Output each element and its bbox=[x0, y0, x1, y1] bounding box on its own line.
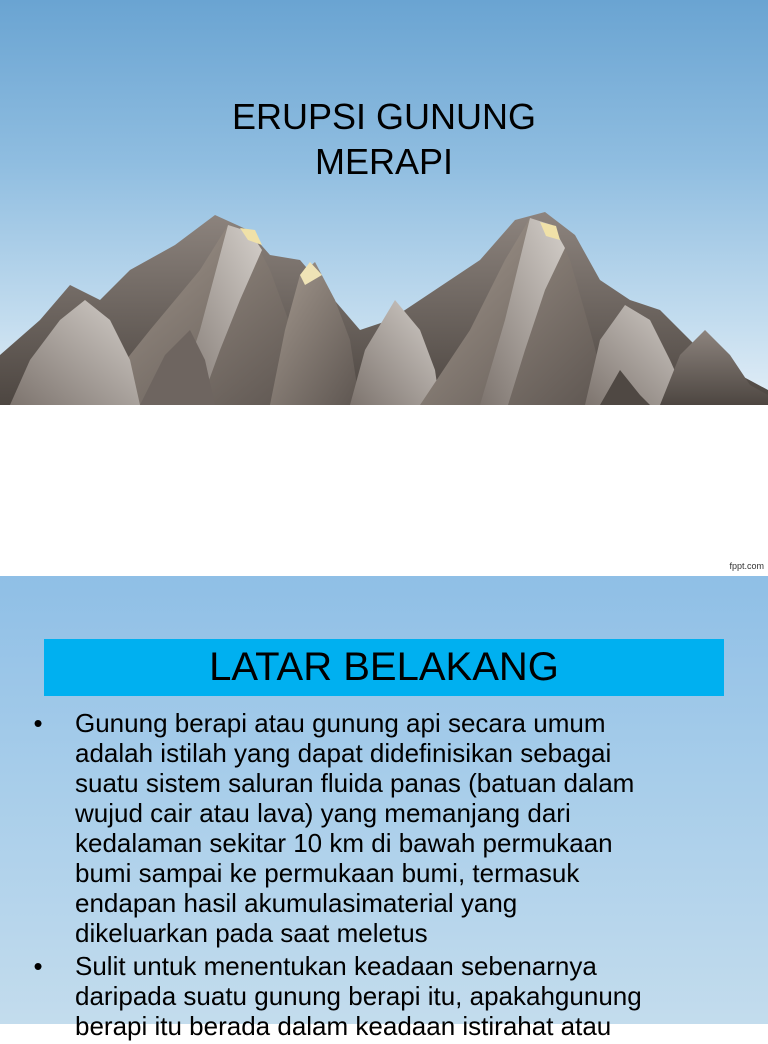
bullet-dot: • bbox=[33, 708, 43, 738]
bullet-line: wujud cair atau lava) yang memanjang dari bbox=[75, 798, 571, 828]
title-line-2: MERAPI bbox=[314, 141, 454, 182]
heading-banner bbox=[44, 639, 724, 696]
bullet-line: kedalaman sekitar 10 km di bawah permukaan bbox=[75, 828, 613, 858]
bullet-line: Gunung berapi atau gunung api secara umum bbox=[75, 708, 606, 738]
bullet-line: daripada suatu gunung berapi itu, apakahgunung bbox=[75, 981, 642, 1011]
watermark-text: fppt.com bbox=[729, 561, 764, 571]
bullet-line: bumi sampai ke permukaan bumi, termasuk bbox=[75, 858, 580, 888]
bullet-line: endapan hasil akumulasimaterial yang bbox=[75, 888, 518, 918]
bullet-line: suatu sistem saluran fluida panas (batuan dalam bbox=[75, 768, 635, 798]
bullet-item-2 bbox=[28, 951, 728, 1041]
slide-title bbox=[0, 94, 768, 184]
bullet-item-1 bbox=[28, 708, 728, 948]
mountain-range-illustration bbox=[0, 0, 768, 405]
bullet-list bbox=[28, 708, 728, 1044]
bullet-line: berapi itu berada dalam keadaan istirahat atau bbox=[75, 1011, 612, 1041]
bullet-line: adalah istilah yang dapat didefinisikan sebagai bbox=[75, 738, 612, 768]
section-heading: LATAR BELAKANG bbox=[209, 645, 559, 689]
content-slide bbox=[0, 576, 768, 1041]
bullet-line: Sulit untuk menentukan keadaan sebenarnya bbox=[75, 951, 597, 981]
title-line-1: ERUPSI GUNUNG bbox=[231, 96, 537, 137]
bullet-dot: • bbox=[33, 951, 43, 981]
bullet-line: dikeluarkan pada saat meletus bbox=[75, 918, 428, 948]
